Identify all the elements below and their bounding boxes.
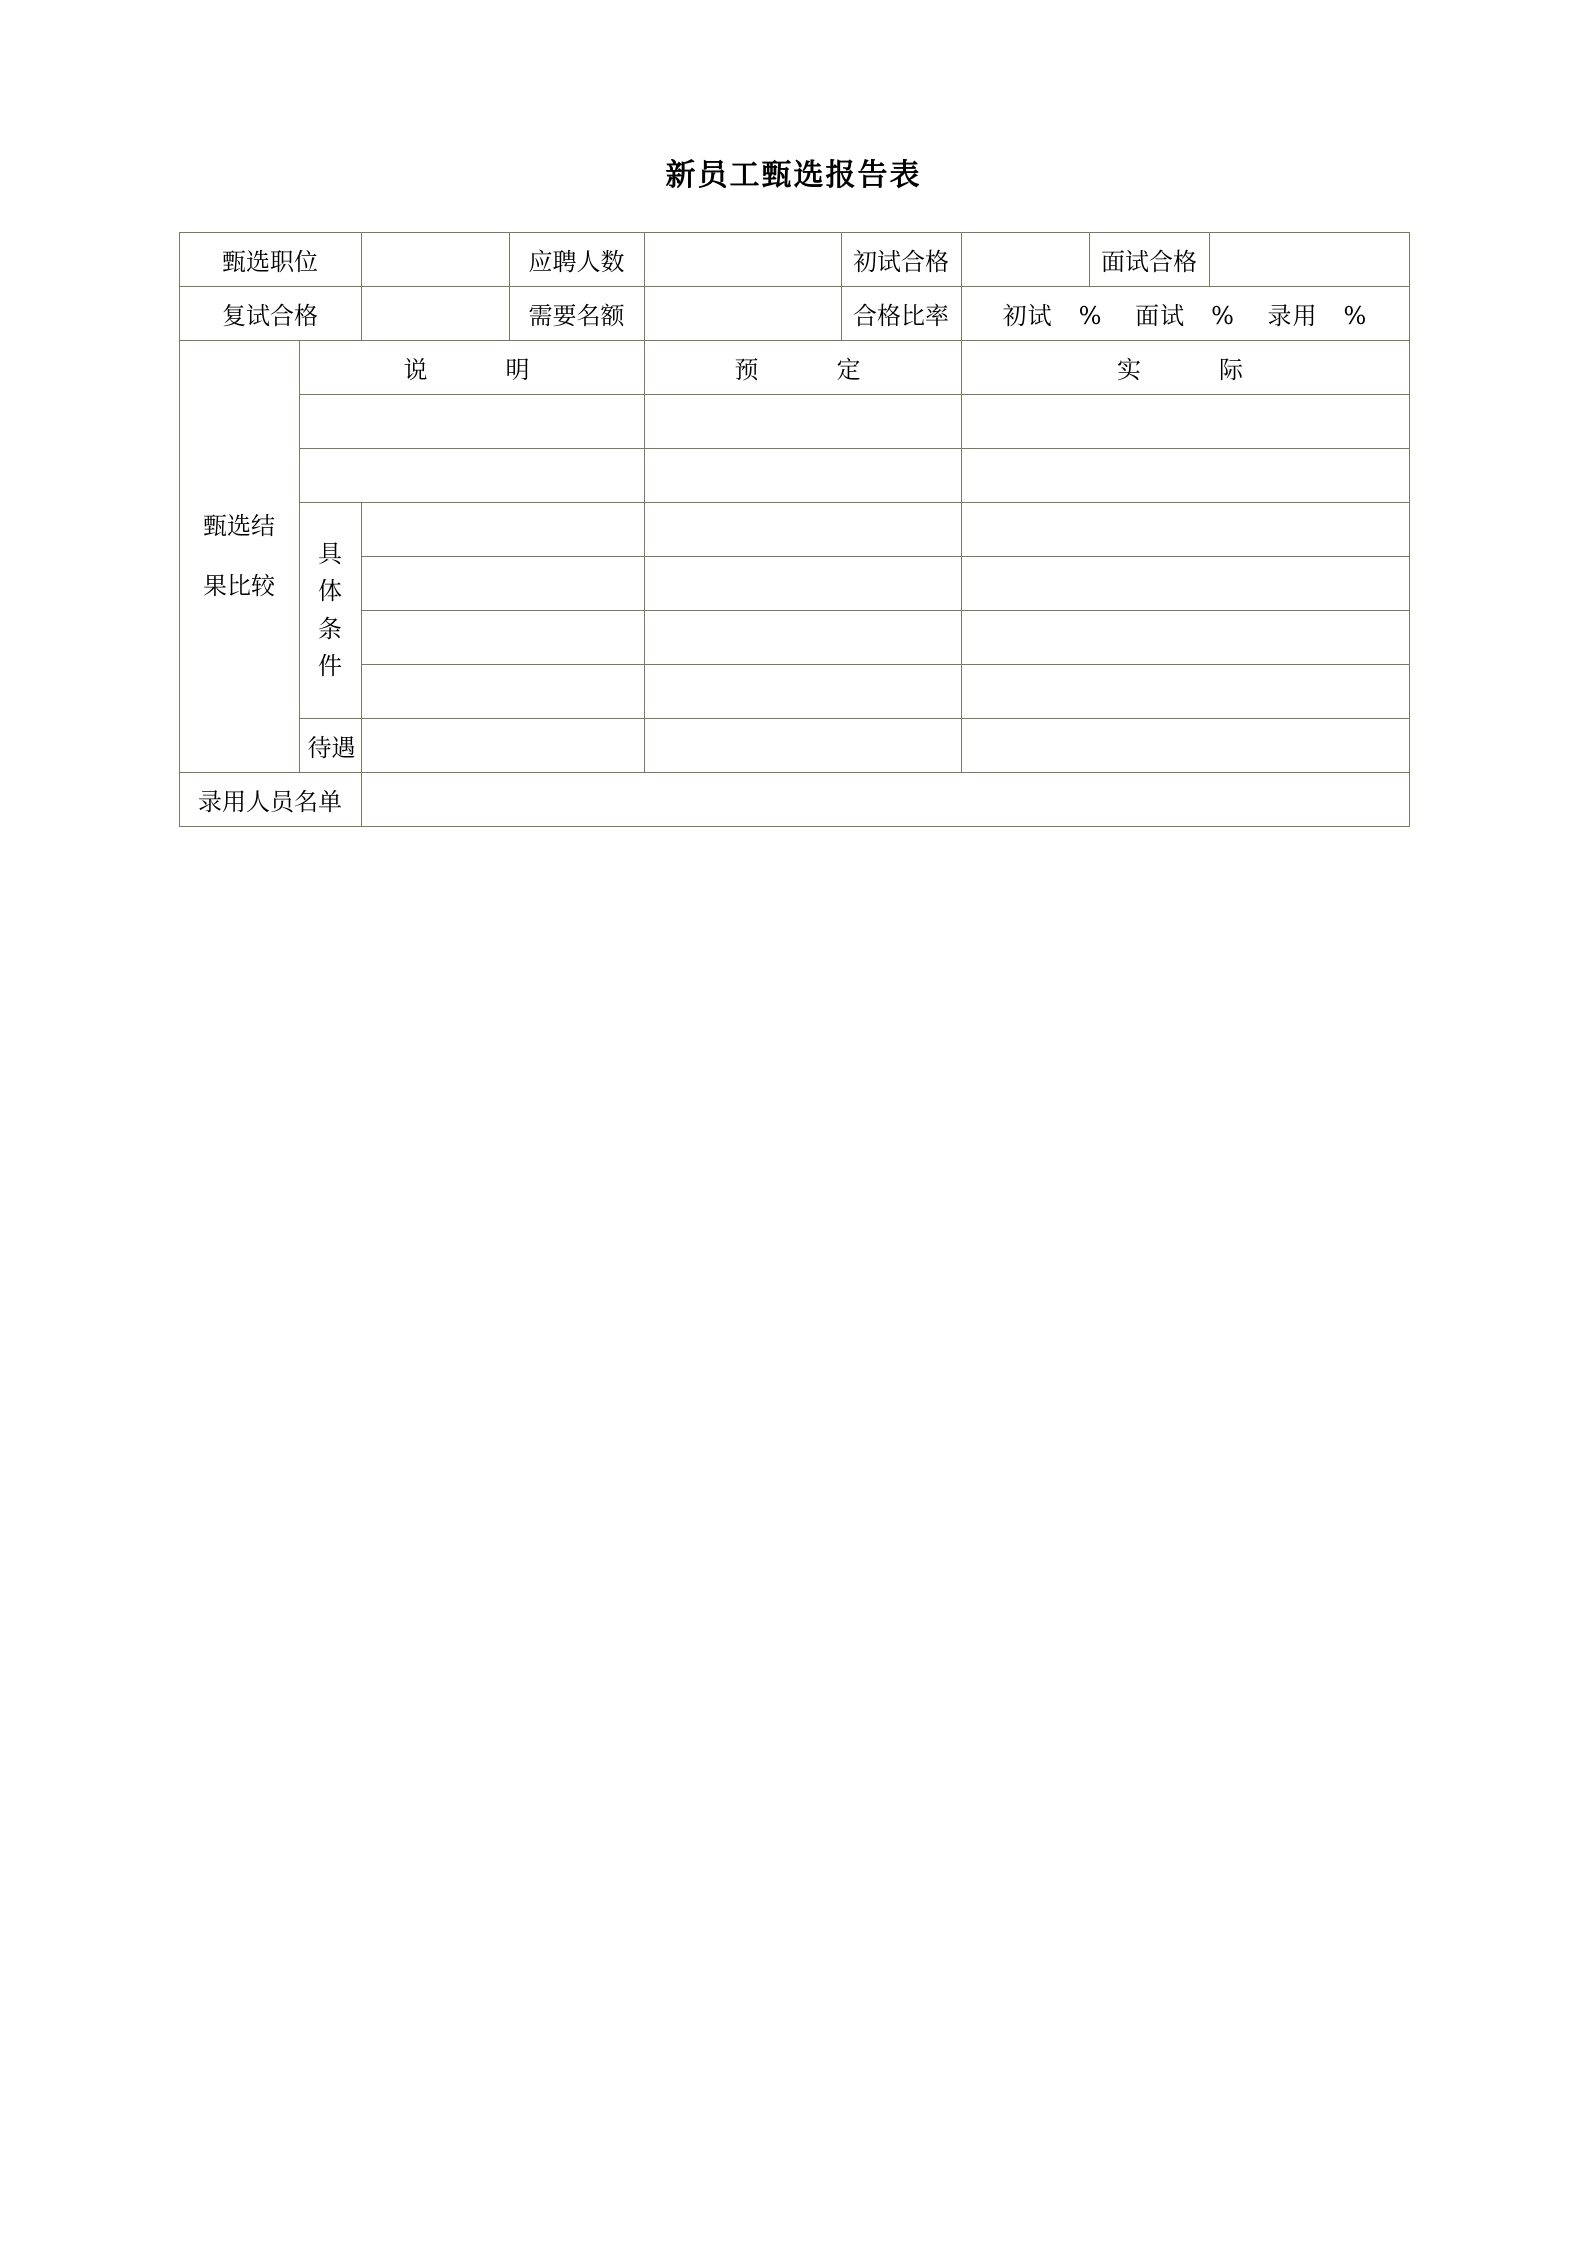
label-quota: 需要名额 xyxy=(509,287,644,341)
field-position[interactable] xyxy=(361,233,509,287)
field-quota[interactable] xyxy=(644,287,841,341)
table-row xyxy=(179,341,1409,395)
cell-description[interactable] xyxy=(361,719,644,773)
table-row xyxy=(179,503,1409,557)
table-row xyxy=(179,449,1409,503)
cell-actual[interactable] xyxy=(961,395,1409,449)
field-interview-pass[interactable] xyxy=(1209,233,1409,287)
rate-first-value[interactable]: % xyxy=(1078,302,1103,330)
cell-planned[interactable] xyxy=(644,611,961,665)
cell-description[interactable] xyxy=(361,611,644,665)
label-specific-conditions xyxy=(299,503,361,719)
label-treatment: 待遇 xyxy=(299,719,361,773)
cell-actual[interactable] xyxy=(961,557,1409,611)
cell-planned[interactable] xyxy=(644,503,961,557)
label-retest-pass: 复试合格 xyxy=(179,287,361,341)
label-pass-rate: 合格比率 xyxy=(841,287,961,341)
label-applicants: 应聘人数 xyxy=(509,233,644,287)
cell-description[interactable] xyxy=(361,503,644,557)
label-comparison-line2: 果比较 xyxy=(203,571,275,600)
cell-description[interactable] xyxy=(299,449,644,503)
label-interview-pass: 面试合格 xyxy=(1089,233,1209,287)
label-conditions-line2: 条件 xyxy=(318,614,342,680)
cell-actual[interactable] xyxy=(961,449,1409,503)
col-header-planned: 预 定 xyxy=(644,341,961,395)
table-row xyxy=(179,611,1409,665)
cell-planned[interactable] xyxy=(644,395,961,449)
table-row xyxy=(179,557,1409,611)
label-position: 甄选职位 xyxy=(179,233,361,287)
label-comparison-line1: 甄选结 xyxy=(203,512,275,541)
rate-hired xyxy=(1268,296,1368,331)
cell-description[interactable] xyxy=(361,665,644,719)
label-hired-list: 录用人员名单 xyxy=(179,773,361,827)
table-row xyxy=(179,287,1409,341)
field-retest-pass[interactable] xyxy=(361,287,509,341)
cell-actual[interactable] xyxy=(961,665,1409,719)
rate-interview-value[interactable]: % xyxy=(1211,302,1235,330)
cell-actual[interactable] xyxy=(961,503,1409,557)
col-header-description: 说 明 xyxy=(299,341,644,395)
selection-report-form xyxy=(179,232,1409,827)
rate-hired-label: 录用 xyxy=(1267,302,1318,330)
rate-interview xyxy=(1135,296,1235,331)
field-first-pass[interactable] xyxy=(961,233,1089,287)
rate-hired-value[interactable]: % xyxy=(1343,302,1368,330)
field-hired-list[interactable] xyxy=(361,773,1409,827)
cell-planned[interactable] xyxy=(644,719,961,773)
rate-interview-label: 面试 xyxy=(1135,302,1186,330)
label-conditions-line1: 具体 xyxy=(318,540,342,606)
table-row xyxy=(179,395,1409,449)
cell-planned[interactable] xyxy=(644,449,961,503)
table-row xyxy=(179,665,1409,719)
col-header-actual: 实 际 xyxy=(961,341,1409,395)
cell-planned[interactable] xyxy=(644,557,961,611)
label-first-pass: 初试合格 xyxy=(841,233,961,287)
rate-first-label: 初试 xyxy=(1002,302,1053,330)
cell-actual[interactable] xyxy=(961,719,1409,773)
cell-description[interactable] xyxy=(299,395,644,449)
pass-rate-values xyxy=(961,287,1409,341)
field-applicants[interactable] xyxy=(644,233,841,287)
rate-first xyxy=(1003,296,1103,331)
cell-description[interactable] xyxy=(361,557,644,611)
label-comparison-section xyxy=(179,341,299,773)
cell-planned[interactable] xyxy=(644,665,961,719)
cell-actual[interactable] xyxy=(961,611,1409,665)
page-title: 新员工甄选报告表 xyxy=(665,158,922,193)
table-row xyxy=(179,719,1409,773)
form-table xyxy=(179,232,1410,827)
table-row xyxy=(179,773,1409,827)
table-row xyxy=(179,233,1409,287)
